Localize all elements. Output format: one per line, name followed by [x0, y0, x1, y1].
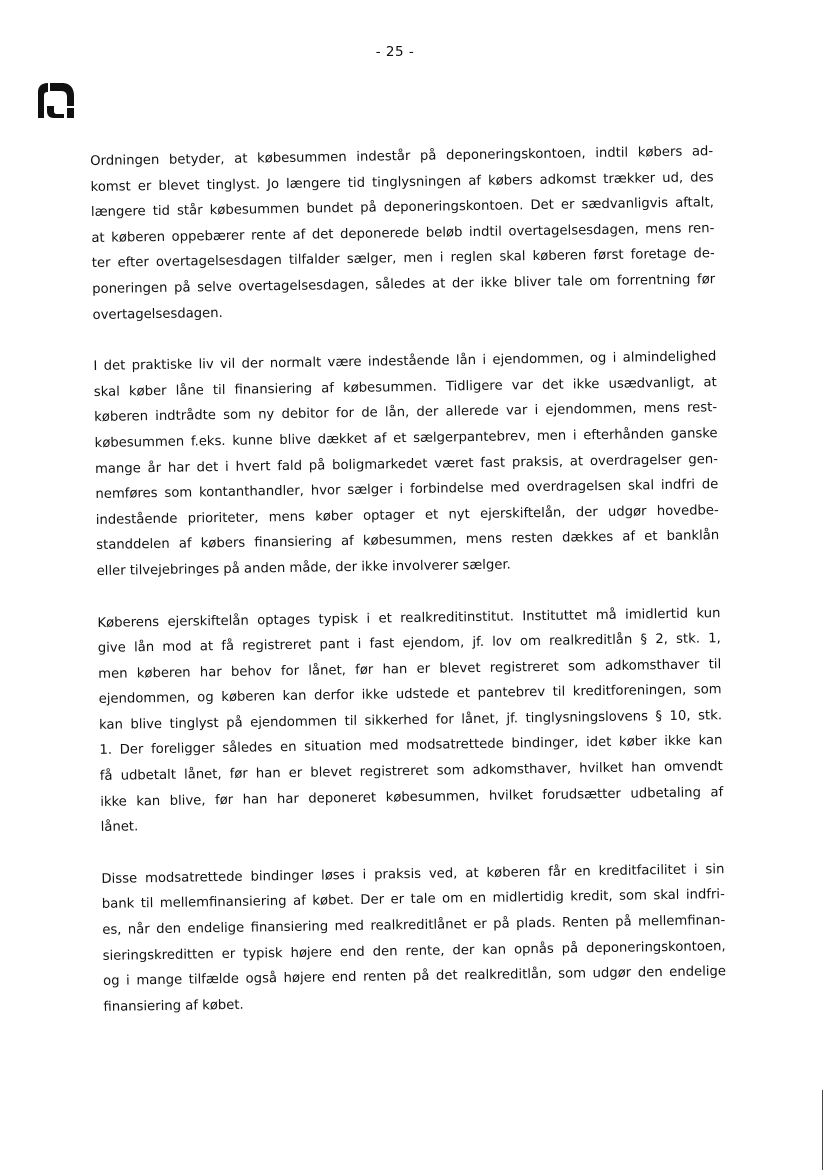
text-line: bank til mellemfinansiering af købet. Der er tale om en midlertidig kredit, som skal indfri- — [101, 887, 725, 913]
text-line: 1. Der foreligger således en situation med modsatrettede bindinger, idet køber ikke kan — [99, 733, 723, 759]
scan-edge-line — [822, 1090, 823, 1170]
text-line: finansiering af købet. — [103, 997, 244, 1015]
text-line: skal køber låne til finansiering af købesummen. Tidligere var det ikke usædvanligt, at — [93, 374, 717, 400]
text-line: Disse modsatrettede bindinger løses i praksis ved, at køberen får en kreditfacilitet i sin — [101, 861, 725, 887]
text-line: lånet. — [100, 819, 139, 836]
text-line: ikke kan blive, før han har deponeret købesummen, hvilket forudsætter udbetaling af — [100, 784, 724, 810]
court-logo-icon — [34, 80, 78, 120]
text-line: indestående prioriteter, mens køber optager et nyt ejerskiftelån, der udgør hovedbe- — [95, 502, 719, 528]
text-line: længere tid står købesummen bundet på deponeringskontoen. Det er sædvanligvis aftalt, — [90, 195, 715, 221]
text-line: mange år har det i hvert fald på boligmarkedet været fast praksis, at overdragelser gen- — [94, 451, 719, 477]
text-line: eller tilvejebringes på anden måde, der ikke involverer sælger. — [96, 557, 511, 579]
text-line: Køberens ejerskiftelån optages typisk i et realkreditinstitut. Instituttet må imidlertid kun — [97, 605, 721, 631]
text-line: men køberen har behov for lånet, før han er blevet registreret som adkomsthaver til — [98, 656, 722, 682]
text-line: give lån mod at få registreret pant i fast ejendom, jf. lov om realkreditlån § 2, stk. 1, — [97, 631, 721, 657]
text-line: nemføres som kontanthandler, hvor sælger i forbindelse med overdragelsen skal indfri de — [95, 477, 719, 503]
paragraph-3 — [97, 601, 724, 841]
text-line: få udbetalt lånet, før han er blevet registreret som adkomsthaver, hvilket han omvendt — [99, 759, 723, 784]
text-line: es, når den endelige finansiering med realkreditlånet er på plads. Renten på mellemfinan- — [102, 913, 726, 938]
text-line: sieringskreditten er typisk højere end den rente, der kan opnås på deponeringskontoen, — [102, 938, 726, 964]
text-line: ter efter overtagelsesdagen tilfalder sælger, men i reglen skal køberen først foretage de- — [91, 246, 715, 272]
text-line: komst er blevet tinglyst. Jo længere tid tinglysningen af købers adkomst trækker ud, des — [90, 169, 714, 195]
text-line: Ordningen betyder, at købesummen indestår på deponeringskontoen, indtil købers ad- — [90, 144, 714, 169]
text-line: og i mange tilfælde også højere end renten på det realkreditlån, som udgør den endelige — [102, 964, 727, 990]
text-line: købesummen f.eks. kunne blive dækket af et sælgerpantebrev, men i efterhånden ganske — [94, 426, 718, 451]
text-line: overtagelsesdagen. — [92, 305, 223, 323]
text-line: poneringen på selve overtagelsesdagen, således at der ikke bliver tale om forrentning før — [92, 272, 716, 297]
paragraph-2 — [93, 344, 720, 584]
text-line: kan blive tinglyst på ejendommen til sikkerhed for lånet, jf. tinglysningslovens § 10, stk. — [98, 708, 723, 733]
text-line: køberen indtrådte som ny debitor for de lån, der allerede var i ejendommen, mens rest- — [94, 400, 718, 426]
text-line: at køberen oppebærer rente af det deponerede beløb indtil overtagelsesdagen, mens ren- — [91, 220, 715, 246]
page-number: - 25 - — [375, 44, 415, 60]
text-line: standdelen af købers finansiering af købesummen, mens resten dækkes af et banklån — [96, 528, 720, 554]
text-line: I det praktiske liv vil der normalt være indestående lån i ejendommen, og i almindelighed — [93, 349, 717, 375]
document-body — [90, 139, 727, 1046]
text-line: ejendommen, og køberen kan derfor ikke udstede et pantebrev til kreditforeningen, som — [98, 682, 722, 708]
paragraph-1 — [90, 139, 716, 328]
paragraph-4 — [101, 857, 726, 1020]
